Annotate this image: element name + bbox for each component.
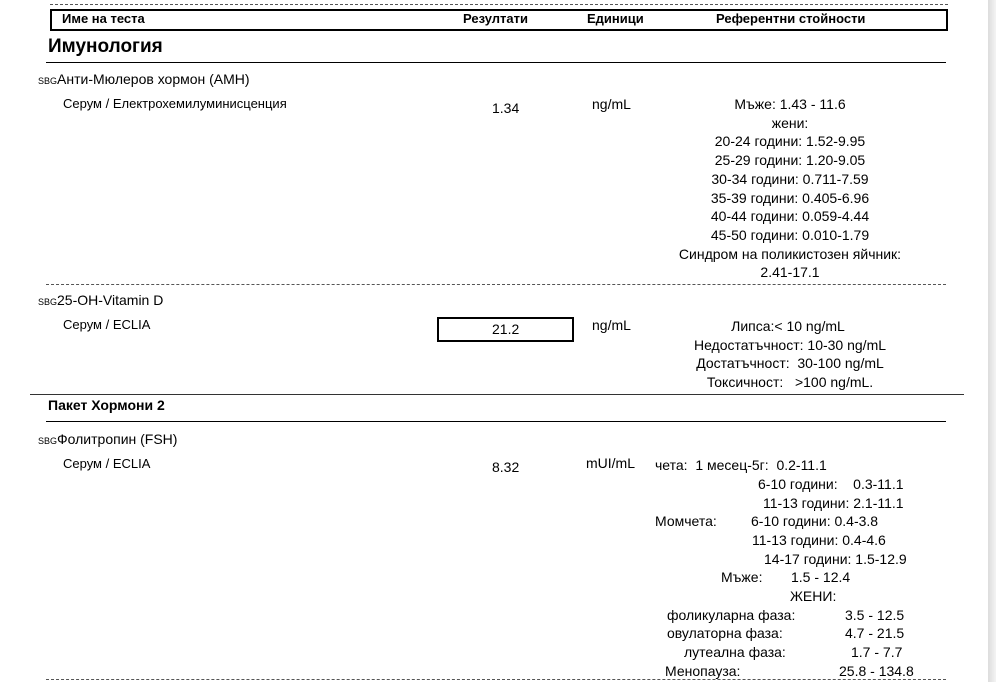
reference-line: 6-10 години: 0.3-11.1 [758,476,904,492]
test-reference-range [650,95,930,282]
test-unit: ng/mL [592,96,631,112]
reference-line: ЖЕНИ: [790,588,837,604]
reference-line: 2.41-17.1 [760,264,820,281]
reference-line: 14-17 години: 1.5-12.9 [764,551,907,567]
reference-line: 45-50 години: 0.010-1.79 [710,226,870,243]
phase-label: овулаторна фаза: [667,625,783,641]
row-dashed-divider [46,284,946,285]
phase-value: 25.8 - 134.8 [839,663,914,679]
test-name: Фолитропин (FSH) [57,431,178,447]
test-name: Анти-Мюлеров хормон (АМН) [57,71,250,87]
reference-line: Достатъчност: 30-100 ng/mL [696,355,884,372]
reference-line: чета: 1 месец-5г: 0.2-11.1 [655,457,827,473]
test-sample: Серум / Електрохемилуминисценция [63,96,287,111]
test-row-fsh [38,431,177,449]
section-title: Имунология [48,36,163,57]
test-sample: Серум / ECLIA [63,317,151,332]
test-unit: ng/mL [592,317,631,333]
phase-label: лутеална фаза: [684,644,786,660]
reference-line: Недостатъчност: 10-30 ng/mL [693,336,887,353]
reference-line: 1.5 - 12.4 [791,569,851,585]
top-dashed-divider [50,4,948,5]
test-prefix: SBG [38,436,58,446]
header-test-name: Име на теста [62,11,145,26]
header-units: Единици [587,11,644,26]
reference-line: Момчета: [655,513,717,529]
reference-line: Мъже: 1.43 - 11.6 [734,96,846,112]
reference-line: Токсичност: >100 ng/mL. [706,374,874,391]
test-reference-range [650,317,930,392]
reference-line: 25-29 години: 1.20-9.05 [714,152,866,169]
test-unit: mUI/mL [586,455,635,471]
test-row-amh [38,71,250,89]
group-underline [46,421,946,422]
test-name: 25-OH-Vitamin D [57,292,164,308]
header-reference: Референтни стойности [716,11,866,26]
test-result: 1.34 [492,100,520,116]
test-prefix: SBG [38,297,58,307]
reference-line: Липса:< 10 ng/mL [731,318,845,334]
phase-label: фоликуларна фаза: [667,607,796,623]
bottom-dashed-divider [46,679,946,680]
reference-line: жени: [771,114,809,131]
page-edge-shadow [988,0,996,682]
group-divider [30,394,964,395]
phase-value: 3.5 - 12.5 [845,607,905,623]
reference-line: 6-10 години: 0.4-3.8 [751,513,879,529]
test-row-vitamin-d [38,292,163,310]
phase-label: Менопауза: [665,663,741,679]
reference-line: 20-24 години: 1.52-9.95 [714,133,866,150]
reference-line: 35-39 години: 0.405-6.96 [710,189,870,206]
reference-line: Синдром на поликистозен яйчник: [678,245,902,262]
test-prefix: SBG [38,76,58,86]
group-title: Пакет Хормони 2 [48,397,165,413]
reference-line: 11-13 години: 0.4-4.6 [752,532,886,548]
section-underline [46,62,946,63]
reference-line: 30-34 години: 0.711-7.59 [711,170,869,187]
phase-value: 4.7 - 21.5 [845,625,905,641]
header-results: Резултати [463,11,528,26]
reference-line: 11-13 години: 2.1-11.1 [763,495,904,511]
test-sample: Серум / ECLIA [63,456,151,471]
test-result: 8.32 [492,459,520,475]
phase-value: 1.7 - 7.7 [851,644,903,660]
reference-line: Мъже: [721,569,763,585]
test-result-flagged: 21.2 [492,321,520,337]
reference-line: 40-44 години: 0.059-4.44 [710,208,870,225]
